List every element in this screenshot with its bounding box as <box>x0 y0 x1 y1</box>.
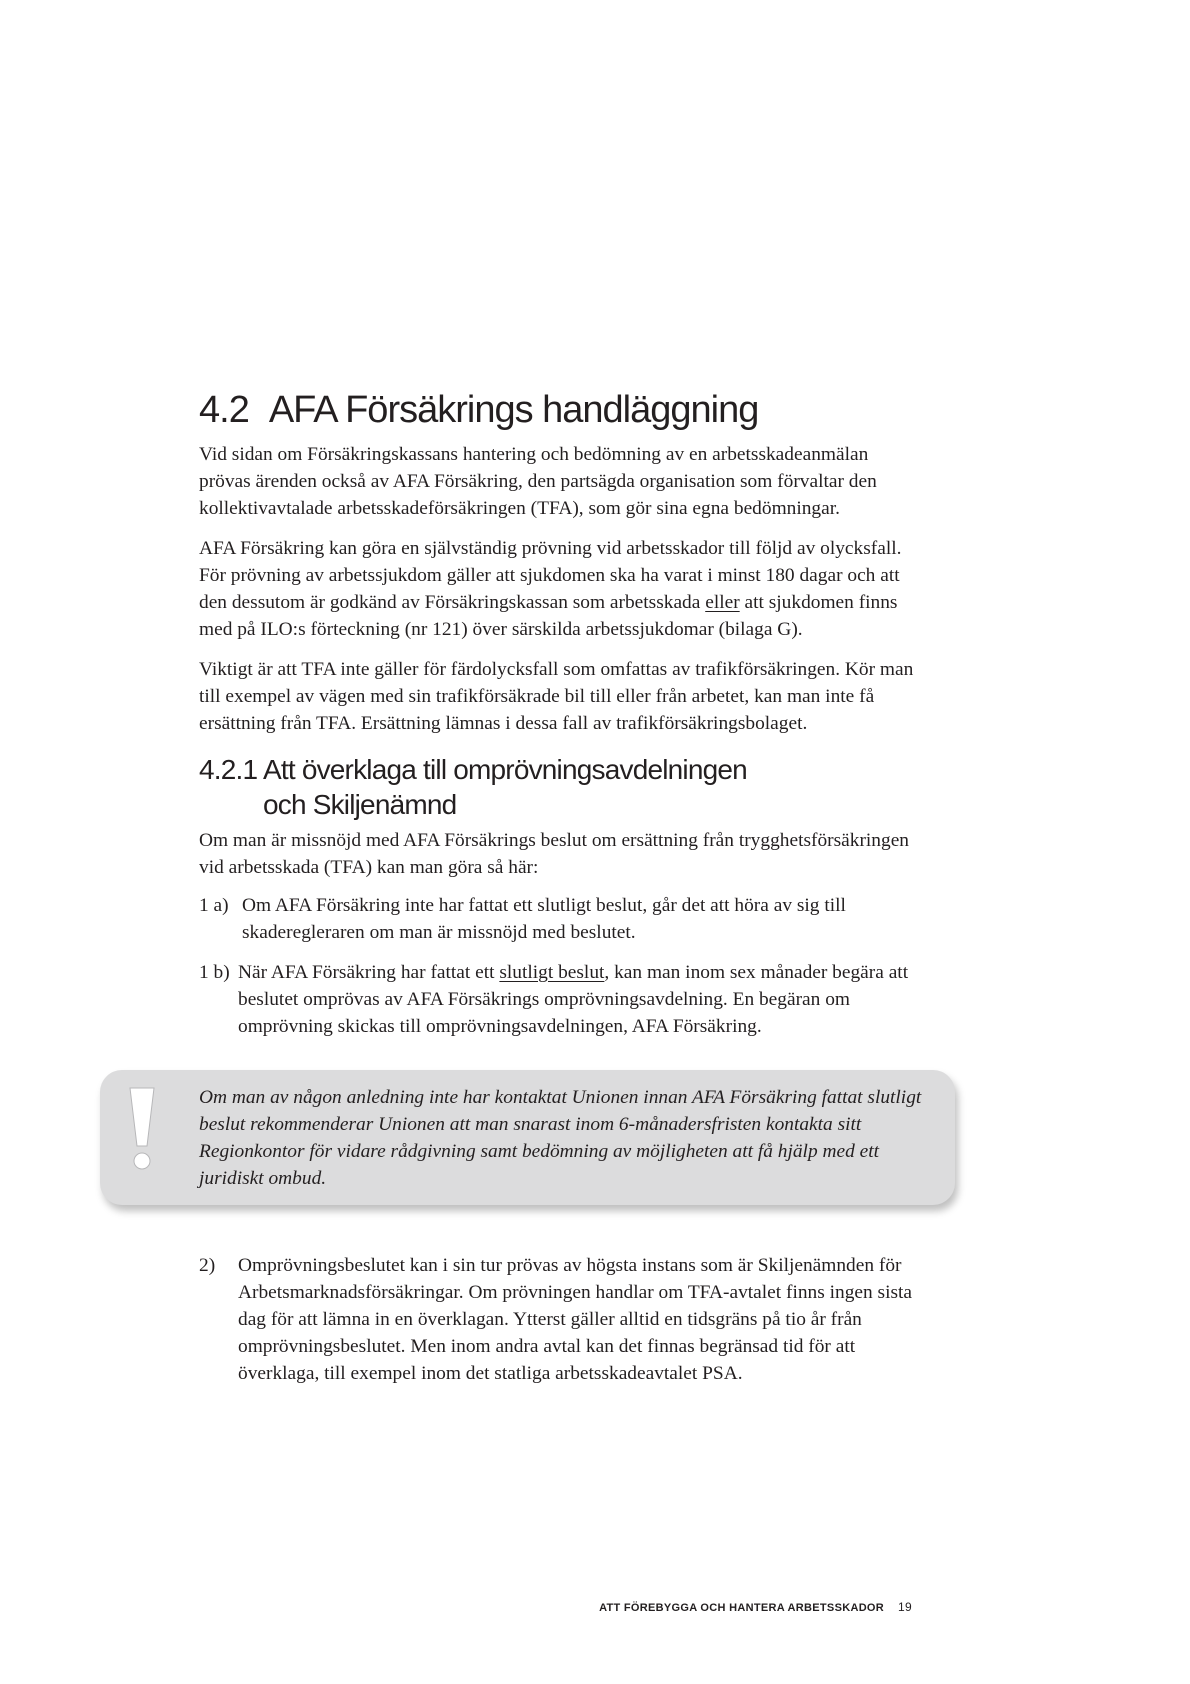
underlined-slutligt-beslut: slutligt beslut <box>499 962 605 983</box>
callout-text: Om man av någon anledning inte har kontaktat Unionen innan AFA Försäkring fattat slutligt beslut rekommenderar Unionen att man snarast inom 6-månadersfristen kontakta sitt Regionkontor för vidare rådgivning samt bedömning av möjligheten att få hjälp med ett juridiskt ombud. <box>199 1087 922 1189</box>
exclamation-icon <box>122 1084 162 1174</box>
subsection-heading <box>199 752 747 822</box>
paragraph-3: Viktigt är att TFA inte gäller för färdolycksfall som omfattas av trafikförsäkringen. Kör man till exempel av vägen med sin trafikförsäkrade bil till eller från arbetet, kan man inte få ersättning från TFA. Ersättning lämnas i dessa fall av trafikförsäkringsbolaget. <box>199 659 914 734</box>
section-heading <box>199 388 758 432</box>
subsection-title-line2: och Skiljenämnd <box>263 789 457 820</box>
list-item-1a <box>199 892 929 946</box>
list-label: 1 b) <box>199 962 230 983</box>
page-footer <box>0 1600 912 1614</box>
list-label: 2) <box>199 1255 216 1276</box>
subsection-intro: Om man är missnöjd med AFA Försäkrings beslut om ersättning från trygghetsförsäkringen vid arbetsskada (TFA) kan man göra så här: <box>199 830 909 878</box>
underlined-eller: eller <box>705 592 740 613</box>
running-title: ATT FÖREBYGGA OCH HANTERA ARBETSSKADOR <box>599 1602 885 1614</box>
list-text: När AFA Försäkring har fattat ett slutligt beslut, kan man inom sex månader begära att beslutet omprövas av AFA Försäkrings omprövningsavdelning. En begäran om omprövning skickas till omprövningsavdelningen, AFA Försäkring. <box>238 962 909 1037</box>
page-number: 19 <box>898 1600 912 1614</box>
paragraph-2: AFA Försäkring kan göra en självständig prövning vid arbetsskador till följd av olycksfall. För prövning av arbetssjukdom gäller att sjukdomen ska ha varat i minst 180 dagar och att den dessutom är godkänd av Försäkringskassan som arbetsskada eller att sjukdomen finns med på ILO:s förteckning (nr 121) över särskilda arbetssjukdomar (bilaga G). <box>199 538 902 640</box>
list-label: 1 a) <box>199 895 229 916</box>
subsection-number: 4.2.1 <box>199 754 258 785</box>
callout-box <box>100 1070 955 1205</box>
list-item-1b <box>199 959 929 1040</box>
section-title: AFA Försäkrings handläggning <box>268 389 759 431</box>
list-text: Om AFA Försäkring inte har fattat ett slutligt beslut, går det att höra av sig till skaderegleraren om man är missnöjd med beslutet. <box>242 895 846 943</box>
paragraph-1: Vid sidan om Försäkringskassans hantering och bedömning av en arbetsskadeanmälan prövas ärenden också av AFA Försäkring, den partsägda organisation som förvaltar den kollektivavtalade arbetsskadeförsäkringen (TFA), som gör sina egna bedömningar. <box>199 444 877 519</box>
subsection-title-line1: Att överklaga till omprövningsavdelningen <box>263 754 747 785</box>
section-number: 4.2 <box>199 389 249 431</box>
list-text: Omprövningsbeslutet kan i sin tur prövas av högsta instans som är Skiljenämnden för Arbetsmarknadsförsäkringar. Om prövningen handlar om TFA-avtalet finns ingen sista dag för att lämna in en överklagan. Ytterst gäller alltid en tidsgräns på tio år från omprövningsbeslutet. Men inom andra avtal kan det finnas begränsad tid för att överklaga, till exempel inom det statliga arbetsskadeavtalet PSA. <box>238 1255 913 1384</box>
list-item-2 <box>199 1252 929 1387</box>
